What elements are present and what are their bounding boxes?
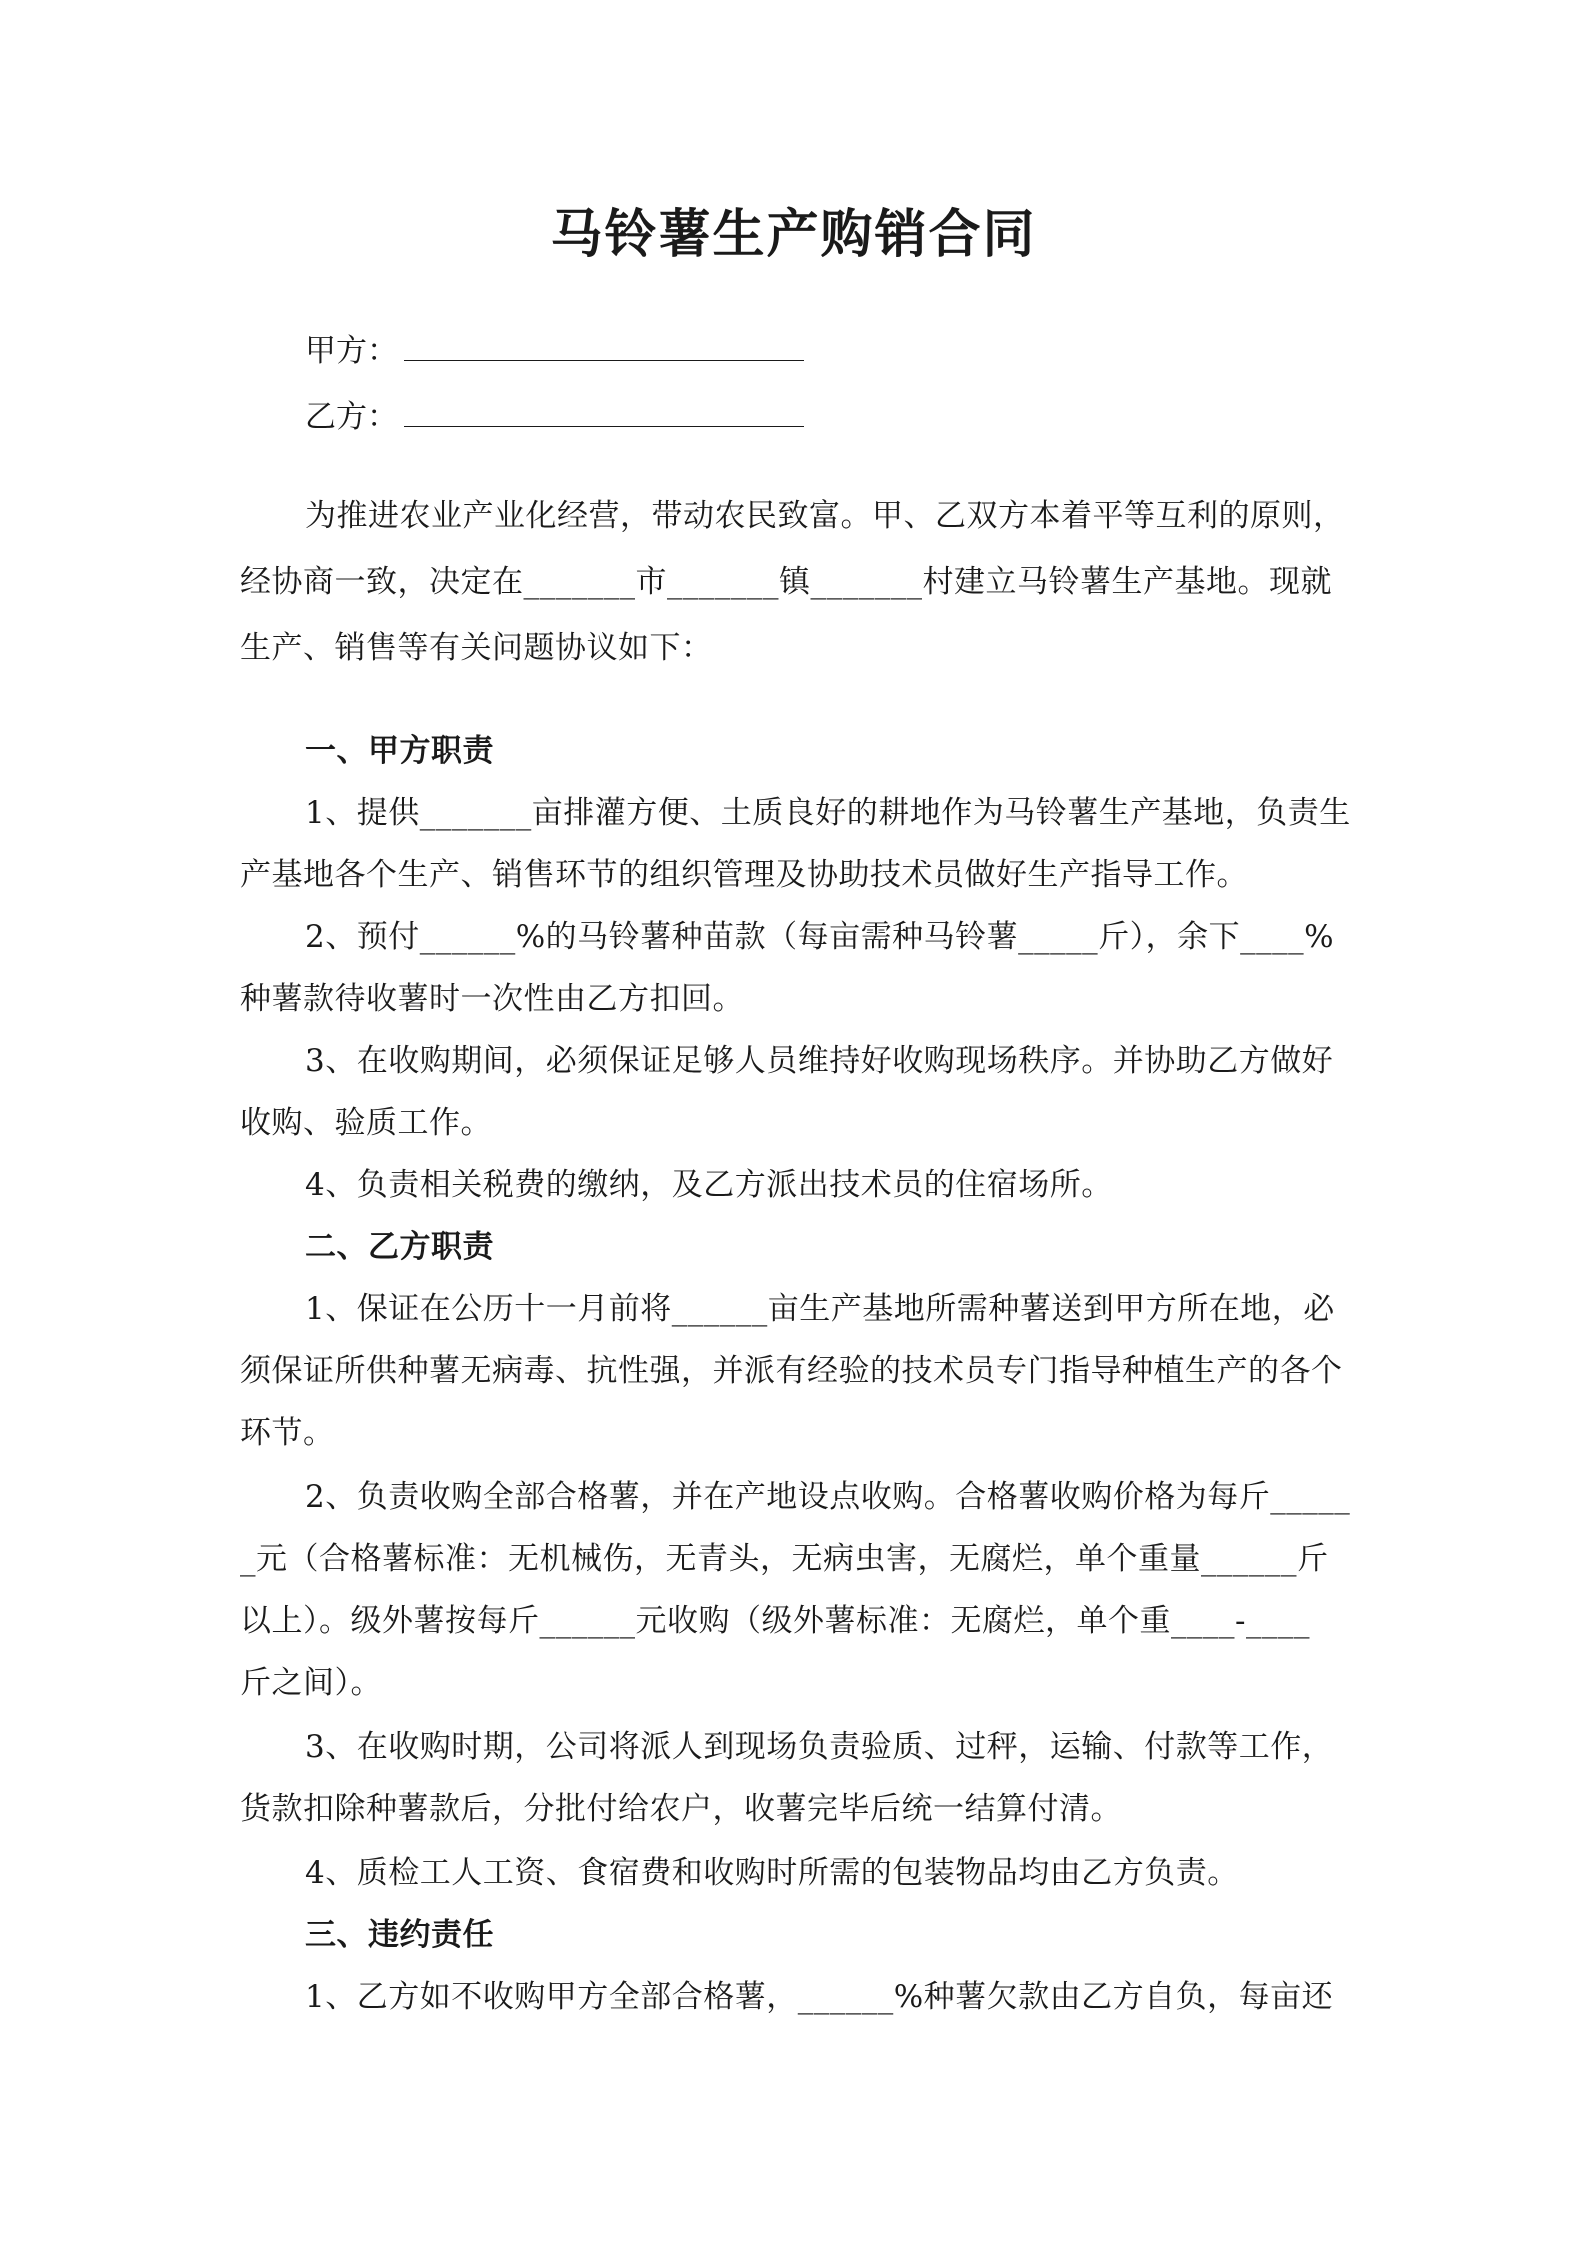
document-title: 马铃薯生产购销合同	[550, 204, 1037, 265]
clause-line: 环节。	[240, 1415, 335, 1451]
intro-line: 为推进农业产业化经营，带动农民致富。甲、乙双方本着平等互利的原则，	[305, 498, 1345, 534]
clause-line: 1、乙方如不收购甲方全部合格薯，______%种薯欠款由乙方自负，每亩还	[305, 1979, 1334, 2015]
clause-line: 2、预付______%的马铃薯种苗款（每亩需种马铃薯_____斤），余下____%	[305, 919, 1335, 955]
party-a-field	[305, 330, 804, 372]
clause-line: 收购、验质工作。	[240, 1105, 492, 1141]
clause-line: 产基地各个生产、销售环节的组织管理及协助技术员做好生产指导工作。	[240, 857, 1248, 893]
clause-line: 斤之间）。	[240, 1665, 382, 1701]
party-a-label: 甲方：	[305, 333, 398, 369]
clause-line: 3、在收购时期，公司将派人到现场负责验质、过秤，运输、付款等工作，	[305, 1729, 1334, 1765]
clause-line: 4、负责相关税费的缴纳，及乙方派出技术员的住宿场所。	[305, 1167, 1113, 1203]
clause-line: _元（合格薯标准：无机械伤，无青头，无病虫害，无腐烂，单个重量______斤	[240, 1541, 1329, 1577]
party-b-label: 乙方：	[305, 399, 398, 435]
clause-line: 3、在收购期间，必须保证足够人员维持好收购现场秩序。并协助乙方做好	[305, 1043, 1334, 1079]
clause-line: 4、质检工人工资、食宿费和收购时所需的包装物品均由乙方负责。	[305, 1855, 1239, 1891]
section-heading-party-b: 二、乙方职责	[305, 1229, 494, 1265]
party-a-blank	[404, 330, 804, 361]
clause-line: 种薯款待收薯时一次性由乙方扣回。	[240, 981, 744, 1017]
intro-line: 生产、销售等有关问题协议如下：	[240, 630, 713, 666]
party-b-field	[305, 396, 804, 438]
clause-line: 货款扣除种薯款后，分批付给农户，收薯完毕后统一结算付清。	[240, 1791, 1122, 1827]
clause-line: 须保证所供种薯无病毒、抗性强，并派有经验的技术员专门指导种植生产的各个	[240, 1353, 1343, 1389]
intro-line: 经协商一致，决定在_______市_______镇_______村建立马铃薯生产基地。现就	[240, 564, 1332, 600]
section-heading-party-a: 一、甲方职责	[305, 733, 494, 769]
clause-line: 2、负责收购全部合格薯，并在产地设点收购。合格薯收购价格为每斤_____	[305, 1479, 1351, 1515]
section-heading-breach: 三、违约责任	[305, 1917, 494, 1953]
party-b-blank	[404, 396, 804, 427]
clause-line: 1、提供_______亩排灌方便、土质良好的耕地作为马铃薯生产基地，负责生	[305, 795, 1351, 831]
clause-line: 1、保证在公历十一月前将______亩生产基地所需种薯送到甲方所在地，必	[305, 1291, 1335, 1327]
clause-line: 以上）。级外薯按每斤______元收购（级外薯标准：无腐烂，单个重____-____	[240, 1603, 1310, 1639]
